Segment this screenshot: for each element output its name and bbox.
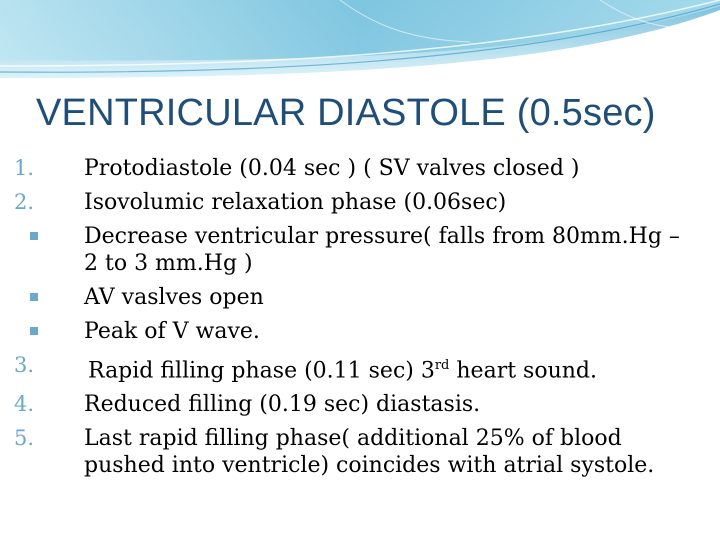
list-item-text: Peak of V wave.	[84, 319, 260, 344]
slide-title: VENTRICULAR DIASTOLE (0.5sec)	[36, 92, 656, 134]
square-bullet-icon	[30, 327, 38, 335]
list-item-text: Protodiastole (0.04 sec ) ( SV valves closed )	[84, 156, 580, 181]
list-item-text: Last rapid filling phase( additional 25% of blood pushed into ventricle) coincides with atrial systole.	[84, 426, 655, 479]
list-number: 1.	[14, 156, 35, 180]
list-item	[0, 391, 720, 418]
list-item-text-before: Rapid filling phase (0.11 sec) 3	[88, 358, 435, 384]
list-number: 3.	[14, 353, 35, 377]
list-item	[0, 189, 720, 216]
list-item-text-after: heart sound.	[449, 358, 597, 384]
list-item-text	[84, 352, 698, 384]
list-item-text: AV vaslves open	[84, 285, 264, 310]
decorative-wave-banner	[0, 0, 720, 90]
list-number: 2.	[14, 190, 35, 214]
list-item	[0, 318, 720, 345]
list-item	[0, 155, 720, 182]
list-number: 5.	[14, 426, 35, 451]
content-list	[0, 155, 720, 479]
list-number: 4.	[14, 392, 35, 417]
list-item	[0, 352, 720, 384]
square-bullet-icon	[30, 293, 38, 301]
list-item	[0, 223, 720, 277]
list-item-text: Decrease ventricular pressure( falls from 80mm.Hg – 2 to 3 mm.Hg )	[84, 224, 680, 276]
list-item-text: Isovolumic relaxation phase (0.06sec)	[84, 190, 507, 215]
square-bullet-icon	[30, 232, 38, 240]
list-item	[0, 284, 720, 311]
list-item-text: Reduced filling (0.19 sec) diastasis.	[84, 392, 481, 418]
list-item	[0, 425, 720, 479]
ordinal-superscript: rd	[434, 358, 450, 373]
